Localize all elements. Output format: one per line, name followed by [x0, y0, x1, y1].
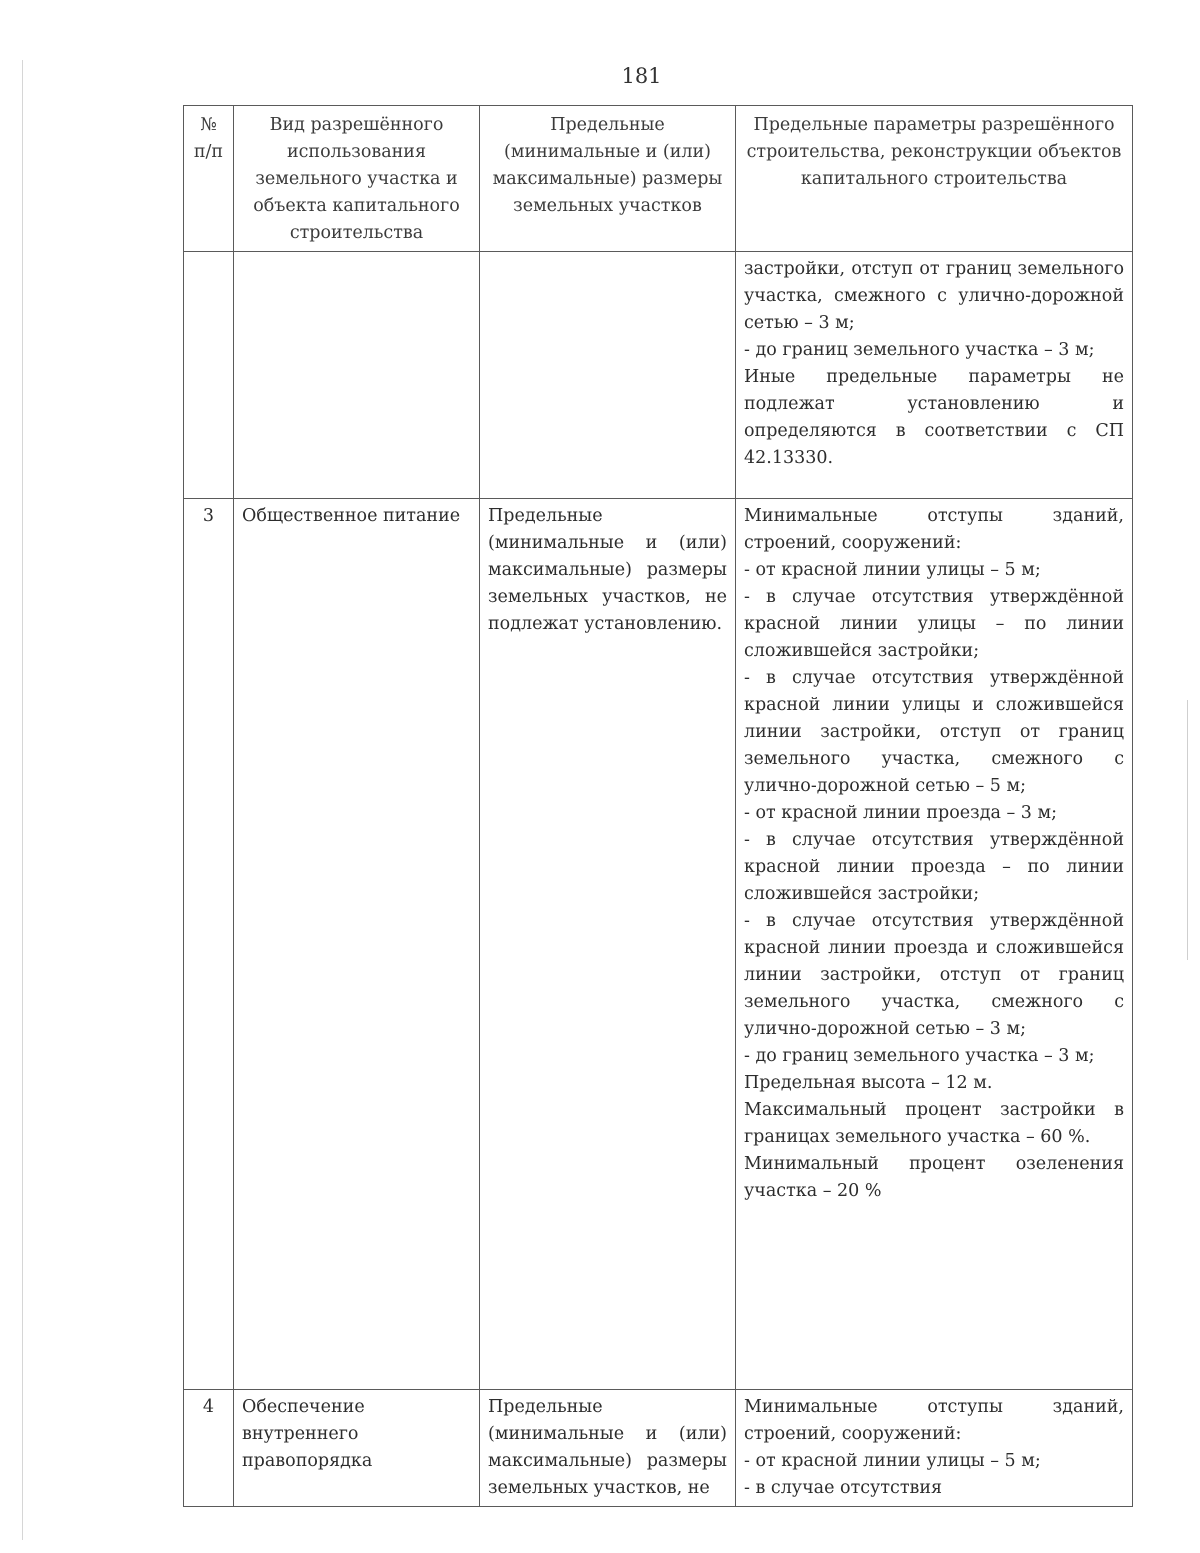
param-line: Минимальные отступы зданий, строений, сооружений: — [744, 1397, 1124, 1444]
row-number: 4 — [184, 1390, 234, 1507]
row-use-type: Общественное питание — [234, 499, 480, 1390]
param-line: - от красной линии улицы – 5 м; — [744, 560, 1041, 580]
table-row — [184, 1390, 1133, 1507]
row-plot-sizes — [480, 252, 736, 499]
param-line: - в случае отсутствия утверждённой красной линии проезда и сложившейся линии застройки, отступ от границ земельного участка, смежного с улично-дорожной сетью – 3 м; — [744, 911, 1124, 1039]
param-line: Минимальный процент озеленения участка – 20 % — [744, 1154, 1124, 1201]
row-use-type — [234, 252, 480, 499]
param-line: Предельная высота – 12 м. — [744, 1073, 993, 1093]
param-line: - до границ земельного участка – 3 м; — [744, 1046, 1095, 1066]
header-number: № п/п — [184, 106, 234, 252]
param-line: - в случае отсутствия — [744, 1478, 943, 1498]
param-line: - в случае отсутствия утверждённой красной линии проезда – по линии сложившейся застройки; — [744, 830, 1124, 904]
page-number: 181 — [621, 64, 662, 88]
param-line: - от красной линии улицы – 5 м; — [744, 1451, 1041, 1471]
param-line: - от красной линии проезда – 3 м; — [744, 803, 1057, 823]
row-build-params — [736, 499, 1133, 1390]
param-line: Максимальный процент застройки в границах земельного участка – 60 %. — [744, 1100, 1124, 1147]
param-line: Иные предельные параметры не подлежат установлению и определяются в соответствии с СП 42.13330. — [744, 367, 1124, 468]
row-plot-sizes: Предельные (минимальные и (или) максимальные) размеры земельных участков, не подлежат установлению. — [480, 499, 736, 1390]
row-build-params — [736, 1390, 1133, 1507]
param-line: - в случае отсутствия утверждённой красной линии улицы и сложившейся линии застройки, отступ от границ земельного участка, смежного с улично-дорожной сетью – 5 м; — [744, 668, 1124, 796]
row-number — [184, 252, 234, 499]
regulations-table — [183, 105, 1133, 1507]
scan-edge-left — [22, 60, 23, 1540]
header-plot-sizes: Предельные (минимальные и (или) максимальные) размеры земельных участков — [480, 106, 736, 252]
scan-edge-right — [1187, 700, 1188, 960]
param-line: застройки, отступ от границ земельного участка, смежного с улично-дорожной сетью – 3 м; — [744, 259, 1124, 333]
header-build-params: Предельные параметры разрешённого строительства, реконструкции объектов капитального строительства — [736, 106, 1133, 252]
table-row — [184, 252, 1133, 499]
row-build-params — [736, 252, 1133, 499]
param-line: - до границ земельного участка – 3 м; — [744, 340, 1095, 360]
param-line: Минимальные отступы зданий, строений, сооружений: — [744, 506, 1124, 553]
row-use-type: Обеспечение внутреннего правопорядка — [234, 1390, 480, 1507]
table-header-row — [184, 106, 1133, 252]
header-use-type: Вид разрешённого использования земельного участка и объекта капитального строительства — [234, 106, 480, 252]
row-number: 3 — [184, 499, 234, 1390]
param-line: - в случае отсутствия утверждённой красной линии улицы – по линии сложившейся застройки; — [744, 587, 1124, 661]
table-row — [184, 499, 1133, 1390]
row-plot-sizes: Предельные (минимальные и (или) максимальные) размеры земельных участков, не — [480, 1390, 736, 1507]
